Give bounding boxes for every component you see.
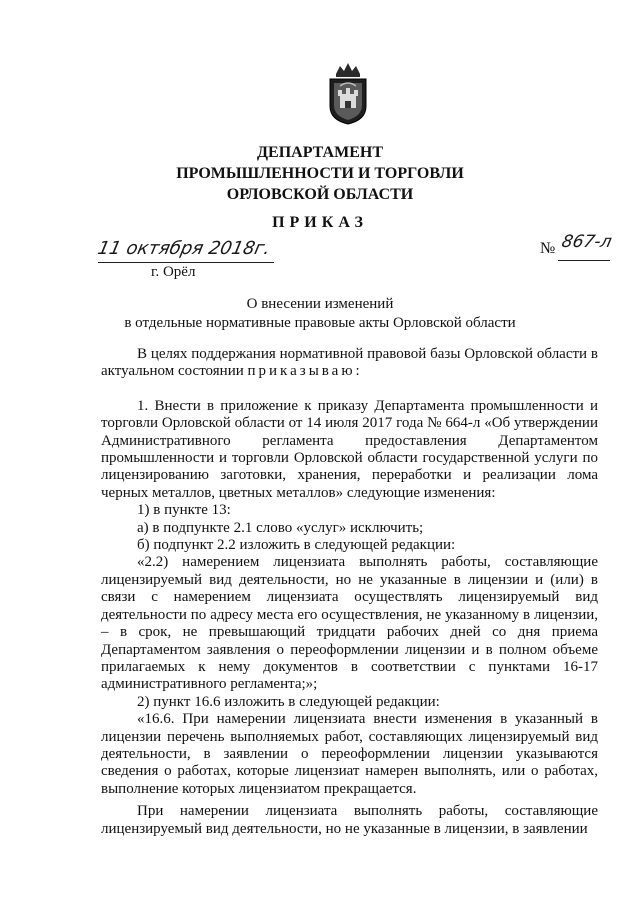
number-sign: № (540, 240, 556, 257)
document-type-title: ПРИКАЗ (272, 214, 368, 231)
orel-coat-of-arms-icon (326, 60, 370, 126)
date-underline (98, 262, 274, 263)
department-title-line-1: ДЕПАРТАМЕНТ (257, 144, 383, 161)
department-title-line-2: ПРОМЫШЛЕННОСТИ И ТОРГОВЛИ (176, 165, 464, 182)
paragraph-5: «2.2) намерением лицензиата выполнять работы, составляющие лицензируемый вид деятельности, но не указанные в лицензии и (или) в связи с намерением лицензиата осуществлять лицензируемый вид деятельности по адресу места его осуществления, не указанному в лицензии, – в срок, не превышающий тридцати рабочих дней со дня приема Департаментом заявления о переоформлении лицензии и в полном объеме прилагаемых к нему документов в соответствии с пунктами 16-17 административного регламента;»; (101, 554, 598, 693)
preamble-paragraph (101, 346, 598, 381)
department-title-line-3: ОРЛОВСКОЙ ОБЛАСТИ (226, 186, 414, 203)
preamble-text: В целях поддержания нормативной правовой базы Орловской области в актуальном состоянии (101, 346, 598, 380)
paragraph-gap (101, 381, 598, 398)
paragraph-3: а) в подпункте 2.1 слово «услуг» исключить; (137, 519, 424, 536)
paragraph-4: б) подпункт 2.2 изложить в следующей редакции: (137, 537, 456, 554)
city-label: г. Орёл (151, 264, 196, 280)
order-word: приказываю: (247, 363, 363, 380)
subject-line-2: в отдельные нормативные правовые акты Орловской области (124, 315, 516, 331)
paragraph-8: При намерении лицензиата выполнять работы, составляющие лицензируемый вид деятельности, но не указанные в лицензии, в заявлении (101, 803, 598, 837)
paragraph-2: 1) в пункте 13: (137, 502, 231, 519)
document-body (101, 346, 598, 838)
subject-line-1: О внесении изменений (246, 296, 394, 312)
handwritten-date: 11 октября 2018г. (95, 238, 273, 259)
paragraph-1: 1. Внести в приложение к приказу Департамента промышленности и торговли Орловской области от 14 июля 2017 года № 664-л «Об утверждении Административного регламента предоставления Департаментом промышленности и торговли Орловской области государственной услуги по лицензированию заготовки, хранения, переработки и реализации лома черных металлов, цветных металлов» следующие изменения: (101, 397, 598, 501)
paragraph-7: «16.6. При намерении лицензиата внести изменения в указанный в лицензии перечень выполняемых работ, составляющих лицензируемый вид деятельности, в заявлении о переоформлении лицензии указываются сведения о работах, которые лицензиат намерен выполнять, или о работах, выполнение которых лицензиатом прекращается. (101, 711, 598, 797)
handwritten-order-number: 867-л (559, 232, 614, 252)
number-underline (558, 260, 610, 261)
paragraph-6: 2) пункт 16.6 изложить в следующей редакции: (137, 693, 440, 710)
